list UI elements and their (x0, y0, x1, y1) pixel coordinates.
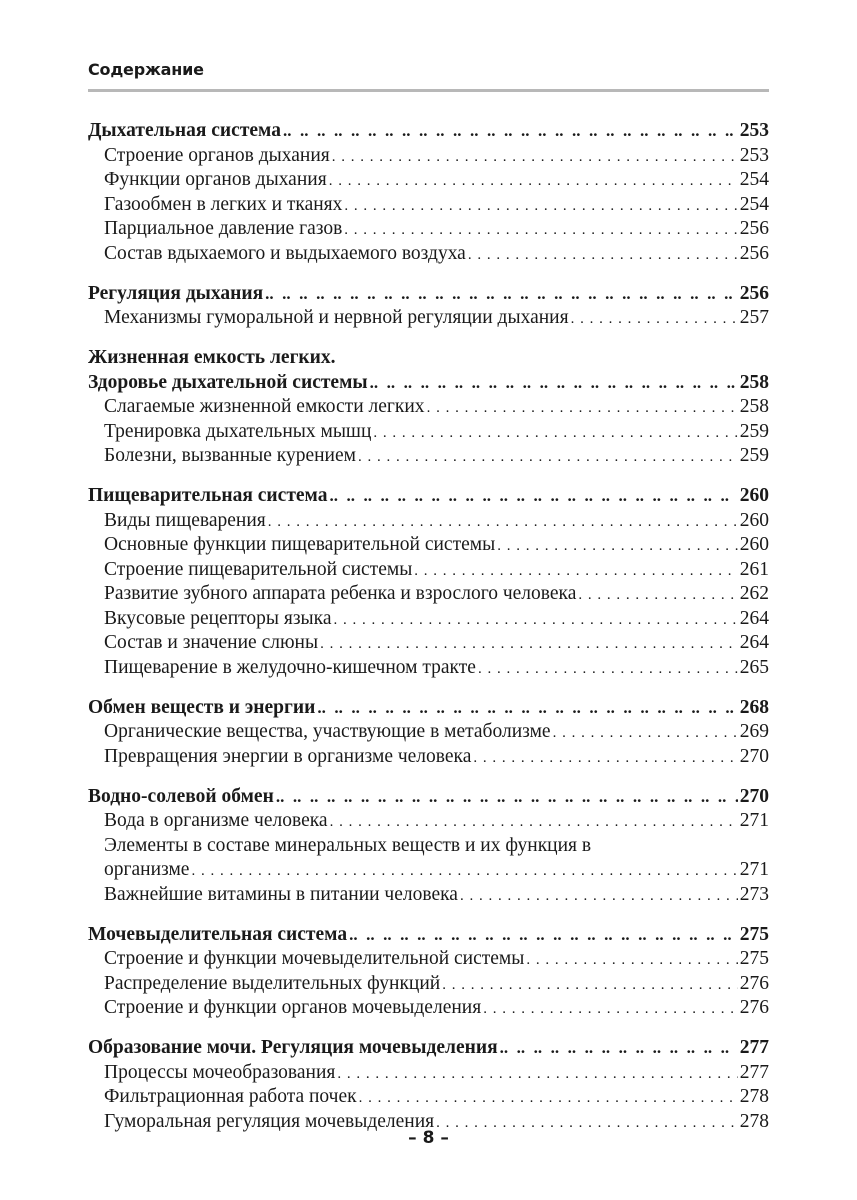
toc-entry[interactable] (88, 656, 769, 681)
toc-entry-text: Гуморальная регуляция мочевыделения (104, 1110, 435, 1132)
section-heading[interactable] (88, 282, 769, 307)
toc-entry[interactable] (88, 306, 769, 331)
toc-entry-text: Процессы мочеобразования (104, 1061, 336, 1083)
dot-leader (332, 145, 738, 170)
toc-entry[interactable] (88, 947, 769, 972)
toc-entry-text: Строение пищеварительной системы (104, 558, 413, 580)
toc-section (88, 346, 769, 469)
page-ref: 256 (739, 282, 769, 304)
page-ref: 264 (739, 632, 769, 653)
toc-entry-text: Строение и функции мочевыделительной системы (104, 948, 525, 969)
section-heading-text: Пищеварительная система (88, 485, 328, 506)
toc-section (88, 1036, 769, 1134)
dot-leader (373, 421, 737, 446)
toc-entry-text: Развитие зубного аппарата ребенка и взрослого человека (104, 583, 577, 604)
dot-leader (483, 997, 738, 1022)
toc-entry-text: Строение органов дыхания (104, 144, 330, 166)
dot-leader (268, 510, 738, 535)
dot-leader (478, 657, 738, 682)
toc-entry-text: Болезни, вызванные курением (104, 445, 356, 466)
page-ref: 264 (739, 607, 769, 629)
toc-entry[interactable] (88, 242, 769, 267)
page-ref: 271 (739, 859, 769, 880)
toc-entry[interactable] (88, 395, 769, 420)
section-heading[interactable] (88, 119, 769, 144)
toc-entry[interactable] (88, 509, 769, 534)
section-heading-text: Обмен веществ и энергии (88, 696, 316, 718)
toc-entry-text: Вода в организме человека (104, 810, 328, 831)
page-ref: 254 (739, 193, 769, 215)
toc-entry[interactable] (88, 607, 769, 632)
page-ref: 277 (739, 1037, 769, 1058)
toc-entry-text: Тренировка дыхательных мышц (104, 420, 372, 442)
toc-entry[interactable] (88, 420, 769, 445)
toc-entry-text: Виды пищеварения (104, 509, 266, 531)
page-ref: 257 (739, 307, 769, 328)
page-ref: 268 (739, 696, 769, 718)
dot-leader (571, 307, 738, 332)
page-ref: 269 (739, 721, 769, 742)
dot-leader (500, 1036, 738, 1061)
section-heading-text: Регуляция дыхания (88, 282, 264, 304)
toc-entry-text: Пищеварение в желудочно-кишечном тракте (104, 656, 476, 678)
dot-leader (317, 696, 737, 721)
toc-entry-text: Газообмен в легких и тканях (104, 193, 343, 215)
page-ref: 254 (739, 169, 769, 190)
toc-entry[interactable] (88, 834, 769, 859)
page-ref: 276 (739, 972, 769, 994)
toc-section (88, 484, 769, 680)
dot-leader (473, 746, 737, 771)
header-rule (88, 89, 769, 92)
dot-leader (370, 371, 738, 396)
toc-entry-text: Состав и значение слюны (104, 632, 319, 653)
page-ref: 271 (739, 810, 769, 831)
page-ref: 265 (739, 656, 769, 678)
dot-leader (349, 923, 738, 948)
toc-entry-text: Механизмы гуморальной и нервной регуляции дыхания (104, 307, 569, 328)
section-heading[interactable] (88, 1036, 769, 1061)
toc-entry[interactable] (88, 972, 769, 997)
section-heading[interactable] (88, 785, 769, 810)
section-heading[interactable] (88, 923, 769, 948)
dot-leader (578, 583, 737, 608)
page-ref: 253 (739, 120, 769, 141)
dot-leader (526, 948, 737, 973)
dot-leader (191, 859, 737, 884)
section-heading[interactable] (88, 371, 769, 396)
toc-entry-text: Строение и функции органов мочевыделения (104, 997, 482, 1018)
page-ref: 273 (739, 883, 769, 905)
dot-leader (333, 608, 737, 633)
page-number: – 8 – (408, 1128, 449, 1148)
toc-entry[interactable] (88, 631, 769, 656)
page-ref: 256 (739, 242, 769, 264)
page-ref: 256 (739, 218, 769, 239)
toc-entry-text: Элементы в составе минеральных веществ и их функция в (104, 834, 592, 856)
toc-entry-text: Функции органов дыхания (104, 169, 327, 190)
dot-leader (344, 218, 737, 243)
page-ref: 260 (739, 534, 769, 555)
toc-section (88, 923, 769, 1021)
toc-entry-text: Парциальное давление газов (104, 218, 343, 239)
page-ref: 253 (739, 144, 769, 166)
dot-leader (414, 559, 737, 584)
dot-leader (344, 194, 737, 219)
toc-entry[interactable] (88, 558, 769, 583)
dot-leader (276, 785, 738, 810)
page-ref: 258 (739, 371, 769, 393)
page-ref: 278 (739, 1086, 769, 1107)
page-ref: 278 (739, 1110, 769, 1132)
toc-entry[interactable] (88, 1085, 769, 1110)
dot-leader (468, 243, 738, 268)
toc-entry[interactable] (88, 883, 769, 908)
toc-entry-text: Вкусовые рецепторы языка (104, 607, 332, 629)
toc-entry[interactable] (88, 1061, 769, 1086)
page-ref: 258 (739, 396, 769, 417)
toc-entry[interactable] (88, 996, 769, 1021)
page-ref: 276 (739, 997, 769, 1018)
page-ref: 259 (739, 445, 769, 466)
section-heading-text: Образование мочи. Регуляция мочевыделения (88, 1037, 498, 1058)
toc-entry-text: организме (104, 859, 190, 880)
toc-entry[interactable] (88, 809, 769, 834)
toc-entry-text: Превращения энергии в организме человека (104, 745, 472, 767)
toc-entry-text: Слагаемые жизненной емкости легких (104, 396, 425, 417)
toc-entry[interactable] (88, 582, 769, 607)
dot-leader (553, 721, 738, 746)
toc-entry[interactable] (88, 745, 769, 770)
page-ref: 275 (739, 923, 769, 945)
running-header: Содержание (88, 60, 204, 79)
section-heading-text: Здоровье дыхательной системы (88, 371, 368, 393)
section-heading-text: Дыхательная система (88, 120, 281, 141)
section-heading-text: Водно-солевой обмен (88, 785, 274, 807)
toc-entry-text: Важнейшие витамины в питании человека (104, 883, 458, 905)
section-heading-text: Мочевыделительная система (88, 923, 348, 945)
toc-entry-text: Фильтрационная работа почек (104, 1086, 357, 1107)
toc-entry[interactable] (88, 217, 769, 242)
dot-leader (427, 396, 738, 421)
page-ref: 277 (739, 1061, 769, 1083)
page-ref: 260 (739, 509, 769, 531)
toc-entry-text: Основные функции пищеварительной системы (104, 534, 496, 555)
toc-entry[interactable] (88, 144, 769, 169)
toc-entry[interactable] (88, 858, 769, 883)
toc-entry[interactable] (88, 720, 769, 745)
toc-section (88, 282, 769, 331)
toc-entry[interactable] (88, 168, 769, 193)
dot-leader (329, 169, 738, 194)
toc-section (88, 785, 769, 908)
dot-leader (320, 632, 738, 657)
dot-leader (283, 119, 738, 144)
dot-leader (497, 534, 738, 559)
dot-leader (337, 1062, 737, 1087)
page-ref: 260 (739, 485, 769, 506)
dot-leader (460, 884, 738, 909)
dot-leader (442, 973, 738, 998)
dot-leader (358, 445, 738, 470)
dot-leader (265, 282, 738, 307)
dot-leader (359, 1086, 738, 1111)
page-ref: 262 (739, 583, 769, 604)
toc-entry[interactable] (88, 533, 769, 558)
toc-entry-text: Органические вещества, участвующие в метаболизме (104, 721, 551, 742)
toc-entry[interactable] (88, 444, 769, 469)
page-ref: 270 (739, 785, 769, 807)
section-heading[interactable] (88, 484, 769, 509)
section-heading[interactable] (88, 346, 769, 371)
section-heading[interactable] (88, 696, 769, 721)
dot-leader (330, 810, 738, 835)
toc-section (88, 119, 769, 266)
table-of-contents (88, 119, 769, 1150)
page-ref: 259 (739, 420, 769, 442)
page-ref: 261 (739, 558, 769, 580)
toc-section (88, 696, 769, 770)
toc-entry[interactable] (88, 193, 769, 218)
toc-entry-text: Состав вдыхаемого и выдыхаемого воздуха (104, 242, 466, 264)
dot-leader (329, 484, 737, 509)
page-ref: 270 (739, 745, 769, 767)
page-ref: 275 (739, 948, 769, 969)
toc-entry-text: Распределение выделительных функций (104, 972, 441, 994)
section-heading-text: Жизненная емкость легких. (88, 347, 336, 368)
